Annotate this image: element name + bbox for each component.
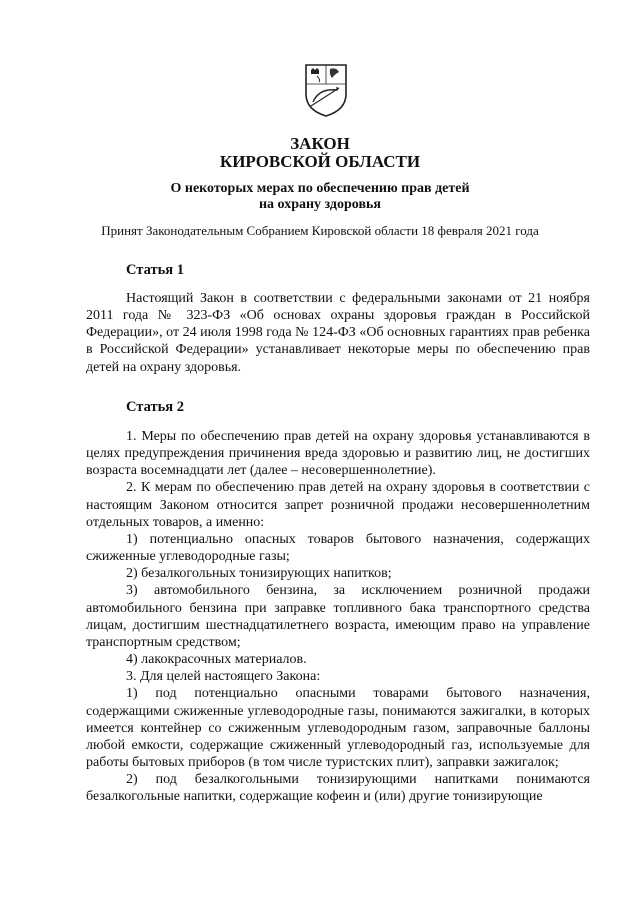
list-item: 3) автомобильного бензина, за исключением розничной продажи автомобильного бензина при заправке топливного бака транспортного средства лицам, достигшим шестнадцатилетнего возраста, имеющим право на управление транспортным средством; — [86, 583, 590, 650]
list-item: 2) под безалкогольными тонизирующими напитками понимаются безалкогольные напитки, содержащие кофеин и (или) другие тонизирующие — [86, 772, 590, 805]
kirov-region-coat-of-arms-icon — [303, 62, 349, 118]
law-name-line2: на охрану здоровья — [258, 197, 381, 212]
article-paragraph: Настоящий Закон в соответствии с федеральными законами от 21 ноября 2011 года № 323-ФЗ «Об основах охраны здоровья граждан в Российской Федерации», от 24 июля 1998 года № 124-ФЗ «Об основных гарантиях прав ребенка в Российской Федерации» устанавливает некоторые меры по обеспечению прав детей на охрану здоровья. — [86, 291, 590, 375]
law-name-line1: О некоторых мерах по обеспечению прав детей — [170, 181, 470, 196]
list-item: 1) потенциально опасных товаров бытового назначения, содержащих сжиженные углеводородные газы; — [86, 531, 590, 565]
document-title-line1: ЗАКОН — [290, 134, 350, 153]
article-paragraph: 1. Меры по обеспечению прав детей на охрану здоровья устанавливаются в целях предупреждения причинения вреда здоровью и развитию лиц, не достигших возраста восемнадцати лет (далее – несовершеннолетние). — [86, 429, 590, 479]
article-1-heading: Статья 1 — [126, 262, 184, 278]
list-item: 2) безалкогольных тонизирующих напитков; — [126, 566, 392, 582]
article-2-body — [86, 428, 590, 805]
list-item: 4) лакокрасочных материалов. — [126, 652, 307, 668]
list-item: 1) под потенциально опасными товарами бытового назначения, содержащими сжиженные углеводородные газы, понимаются зажигалки, в которых имеется контейнер со сжиженным углеводородным газом, заправочные баллоны любой емкости, содержащие сжиженный углеводородный газ, используемые для работы бытовых приборов (в том числе туристских плит), заправки зажигалок; — [86, 686, 590, 770]
adoption-note: Принят Законодательным Собранием Кировской области 18 февраля 2021 года — [101, 223, 539, 238]
article-paragraph: 2. К мерам по обеспечению прав детей на охрану здоровья в соответствии с настоящим Законом относится запрет розничной продажи несовершеннолетним отдельных товаров, а именно: — [86, 480, 590, 530]
article-paragraph: 3. Для целей настоящего Закона: — [126, 669, 321, 685]
document-title-line2: КИРОВСКОЙ ОБЛАСТИ — [219, 152, 421, 171]
coat-of-arms-drawing — [303, 62, 349, 118]
article-1-body — [86, 290, 590, 376]
article-2-heading: Статья 2 — [126, 399, 184, 415]
